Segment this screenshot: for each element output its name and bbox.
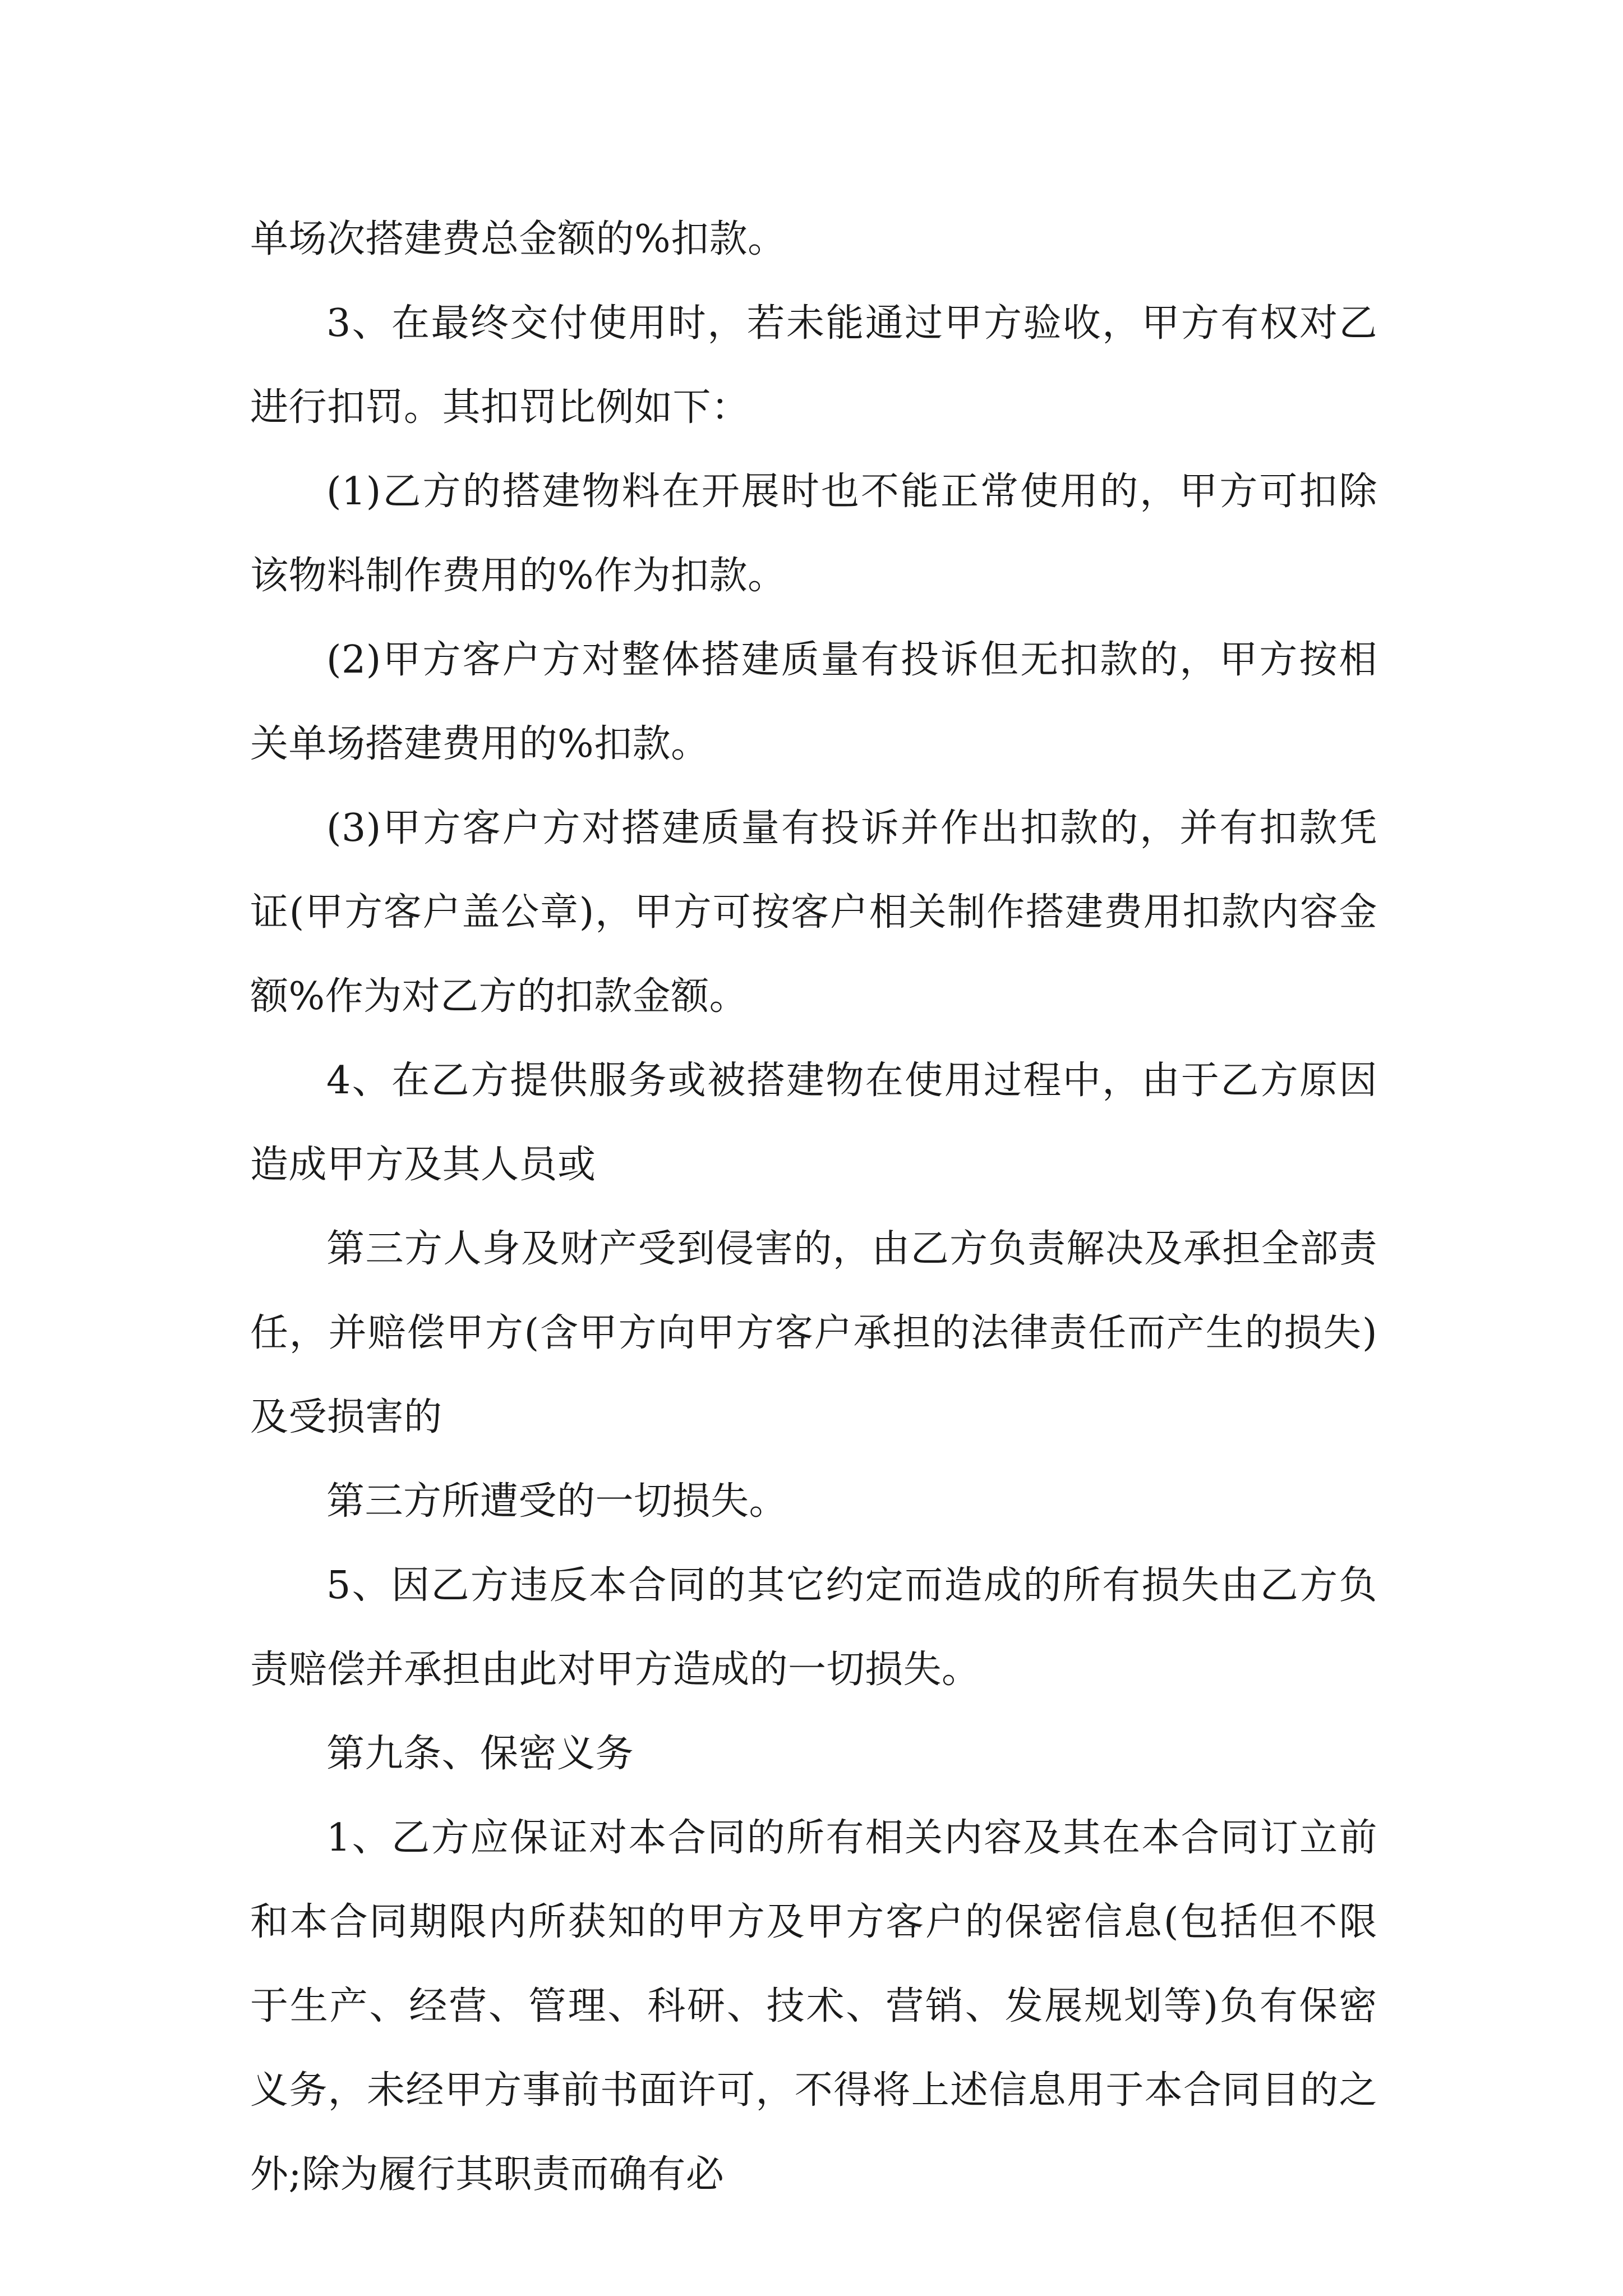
contract-body <box>250 197 1377 2217</box>
paragraph-clause-3: 3、在最终交付使用时，若未能通过甲方验收，甲方有权对乙进行扣罚。其扣罚比例如下： <box>250 301 1377 430</box>
paragraph-item-1: (1)乙方的搭建物料在开展时也不能正常使用的，甲方可扣除该物料制作费用的%作为扣款。 <box>250 470 1377 598</box>
paragraph-deduction-total: 单场次搭建费总金额的%扣款。 <box>250 217 786 261</box>
paragraph-confidentiality-1: 1、乙方应保证对本合同的所有相关内容及其在本合同订立前和本合同期限内所获知的甲方及甲方客户的保密信息(包括但不限于生产、经营、管理、科研、技术、营销、发展规划等)负有保密义务，未经甲方事前书面许可，不得将上述信息用于本合同目的之外;除为履行其职责而确有必 <box>250 1816 1377 2197</box>
paragraph-item-2: (2)甲方客户方对整体搭建质量有投诉但无扣款的，甲方按相关单场搭建费用的%扣款。 <box>250 638 1377 766</box>
paragraph-clause-5: 5、因乙方违反本合同的其它约定而造成的所有损失由乙方负责赔偿并承担由此对甲方造成的一切损失。 <box>250 1563 1377 1692</box>
section-heading-article-9: 第九条、保密义务 <box>326 1732 634 1776</box>
paragraph-clause-4: 4、在乙方提供服务或被搭建物在使用过程中，由于乙方原因造成甲方及其人员或 <box>250 1059 1377 1187</box>
paragraph-third-party-loss: 第三方所遭受的一切损失。 <box>326 1479 788 1524</box>
paragraph-third-party-liability: 第三方人身及财产受到侵害的，由乙方负责解决及承担全部责任，并赔偿甲方(含甲方向甲方客户承担的法律责任而产生的损失)及受损害的 <box>250 1227 1377 1439</box>
paragraph-item-3: (3)甲方客户方对搭建质量有投诉并作出扣款的，并有扣款凭证(甲方客户盖公章)，甲方可按客户相关制作搭建费用扣款内容金额%作为对乙方的扣款金额。 <box>250 806 1377 1019</box>
